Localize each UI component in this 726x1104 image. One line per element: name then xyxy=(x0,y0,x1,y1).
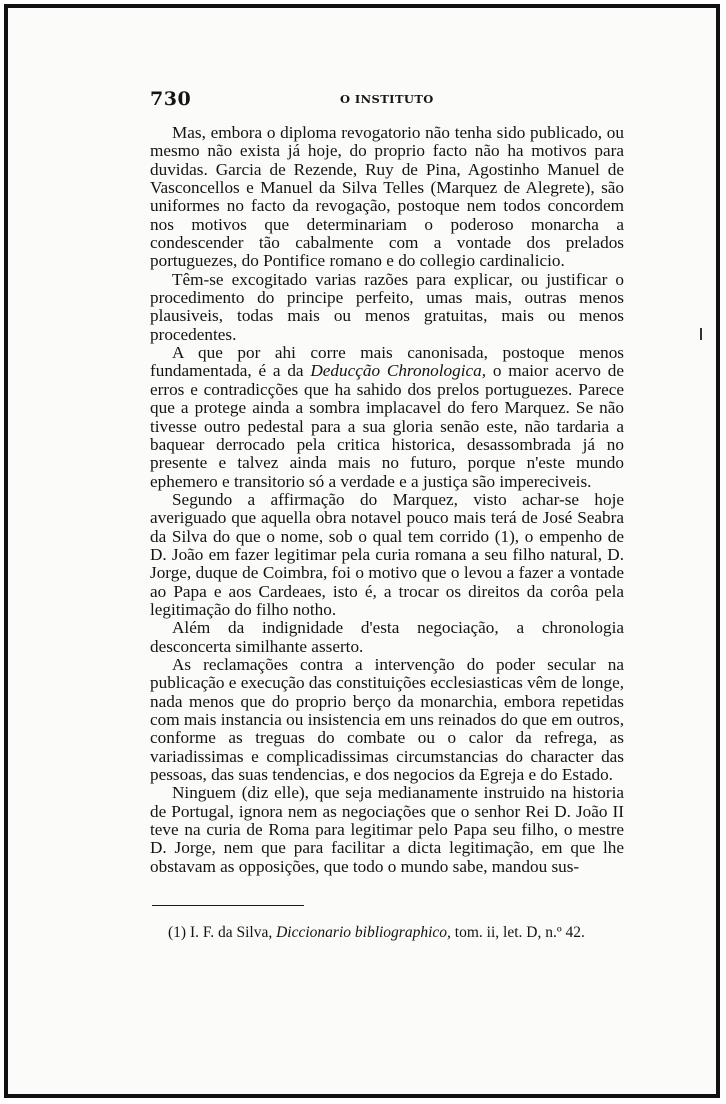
paragraph-text: o maior acervo de erros e contradicções que ha sahido dos prelos portuguezes. Parece que a protege ainda a sombra implacavel do fero Marquez. Se não tivesse outro pedestal para a sua gloria senão este, não tardaria a baquear derrocado pela critica historica, desassombrada já no presente e talvez ainda mais no futuro, porque n'este mundo ephemero e transitorio só a verdade e a justiça são impereciveis. xyxy=(150,361,624,491)
page-number: 730 xyxy=(150,88,192,110)
page-header xyxy=(150,88,628,110)
footnote-reference: tom. ii, let. D, n.º 42. xyxy=(454,924,585,941)
paragraph: Segundo a affirmação do Marquez, visto achar-se hoje averiguado que aquella obra notavel pouco mais terá de José Seabra da Silva do que o nome, sob o qual tem corrido (1), o empenho de D. João em fazer legitimar pela curia romana a seu filho natural, D. Jorge, duque de Coimbra, foi o motivo que o levou a fazer a vontade ao Papa e aos Cardeaes, isto é, a trocar os direitos da corôa pela legitimação do filho notho. xyxy=(150,489,624,619)
margin-mark xyxy=(700,328,702,340)
footnote-divider xyxy=(152,905,304,906)
footnote-marker: (1) I. F. da Silva, xyxy=(168,924,273,941)
paragraph: Mas, embora o diploma revogatorio não tenha sido publicado, ou mesmo não exista já hoje, do proprio facto não ha motivos para duvidas. Garcia de Rezende, Ruy de Pina, Agostinho Manuel de Vasconcellos e Manuel da Silva Telles (Marquez de Alegrete), são uniformes no facto da revogação, postoque nem todos concordem nos motivos que determinariam o poderoso monarcha a condescender tão cabalmente com a vontade dos prelados portuguezes, do Pontifice romano e do collegio cardinalicio. xyxy=(150,123,624,271)
paragraph: Ninguem (diz elle), que seja medianamente instruido na historia de Portugal, ignora nem as negociações que o senhor Rei D. João II teve na curia de Roma para legitimar pelo Papa seu filho, o mestre D. Jorge, nem que para facilitar a dicta legitimação, em que lhe obstavam as opposições, que todo o mundo sabe, mandou sus- xyxy=(150,783,624,876)
body-text xyxy=(150,124,624,876)
paragraph-text: A que por ahi corre mais canonisada, postoque menos fundamentada, é a da xyxy=(150,343,624,381)
paragraph: As reclamações contra a intervenção do poder secular na publicação e execução das constituições ecclesiasticas vêm de longe, nada menos que do proprio berço da monarchia, embora repetidas com mais instancia ou insistencia em uns reinados do que em outros, conforme as treguas do combate ou o calor da refrega, as variadissimas e complicadissimas circumstancias do character das pessoas, das suas tendencias, e dos negocios da Egreja e do Estado. xyxy=(150,654,624,785)
running-title: O INSTITUTO xyxy=(340,92,434,106)
paragraph: Têm-se excogitado varias razões para explicar, ou justificar o procedimento do principe perfeito, umas mais, outras menos plausiveis, todas mais ou menos gratuitas, mais ou menos procedentes. xyxy=(150,269,624,344)
footnote-italic-title: Diccionario bibliographico, xyxy=(276,924,451,941)
paragraph: Além da indignidade d'esta negociação, a chronologia desconcerta similhante asserto. xyxy=(150,618,624,656)
paragraph xyxy=(150,344,624,491)
italic-title: Deducção Chronologica, xyxy=(310,361,487,381)
footnote xyxy=(168,924,628,942)
